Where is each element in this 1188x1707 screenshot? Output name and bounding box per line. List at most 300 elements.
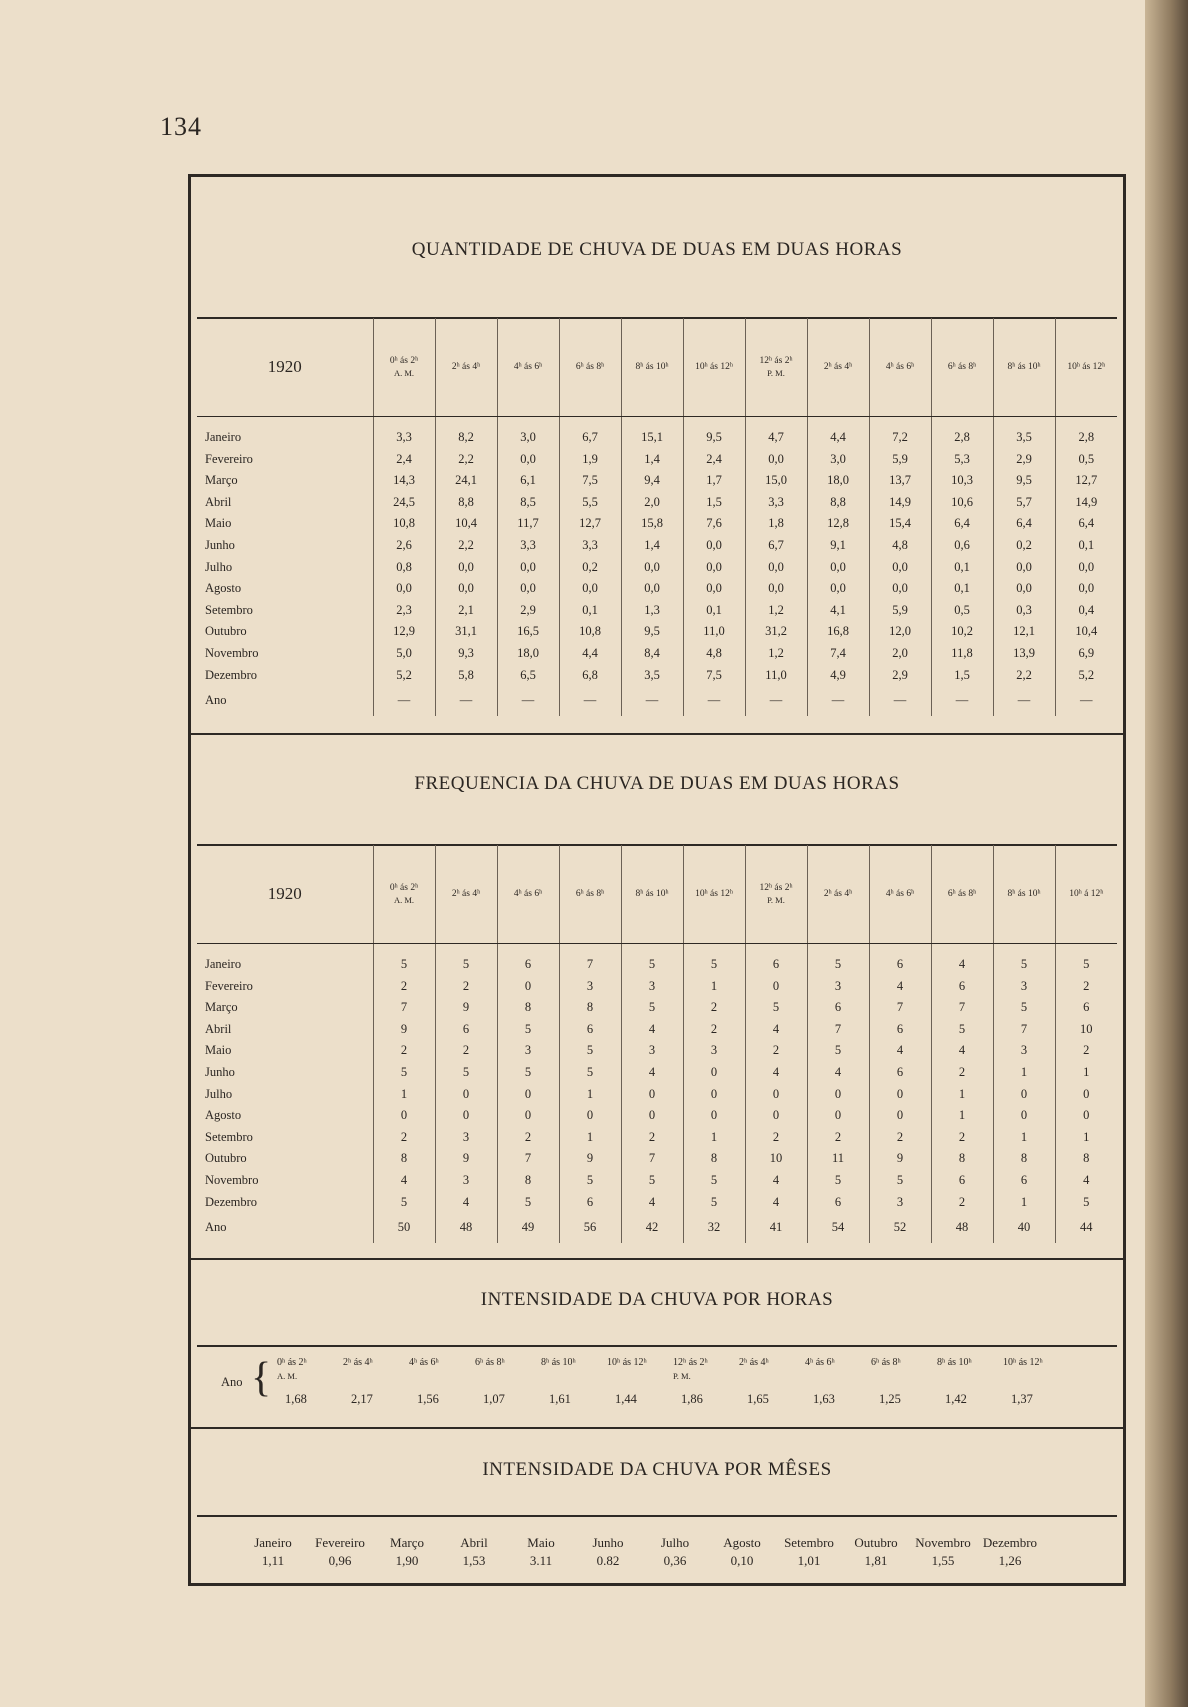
table-cell: 12,8	[807, 513, 869, 535]
hour-range-label: 0ʰ ás 2ʰ	[277, 1357, 307, 1368]
month-intensity-value: 0,96	[328, 1553, 352, 1568]
table-cell: 5	[373, 1062, 435, 1084]
table-cell: 1,5	[931, 665, 993, 687]
year-header: 1920	[197, 845, 373, 944]
column-header	[373, 845, 435, 944]
intensity-value: 1,86	[681, 1392, 703, 1406]
month-label: Dezembro	[205, 1194, 258, 1209]
table-cell: 41	[745, 1213, 807, 1243]
table-cell: 1	[559, 1127, 621, 1149]
month-intensity-value: 3.11	[529, 1553, 553, 1568]
table-cell: —	[621, 686, 683, 716]
month-name: Setembro	[784, 1535, 834, 1550]
month-label: Novembro	[205, 645, 259, 660]
table-cell: 18,0	[807, 470, 869, 492]
table-cell: 0	[497, 976, 559, 998]
table-cell: 4	[931, 944, 993, 976]
table-cell: 2	[931, 1062, 993, 1084]
table-cell: 6	[435, 1019, 497, 1041]
table-cell: 5,3	[931, 449, 993, 471]
table-cell: 4	[435, 1192, 497, 1214]
table-cell: 6	[869, 1019, 931, 1041]
table-cell: 2	[931, 1127, 993, 1149]
hour-range-label: 8ʰ ás 10ʰ	[937, 1357, 972, 1368]
table-row	[197, 449, 1117, 471]
table-cell: 5,5	[559, 492, 621, 514]
table-cell: 54	[807, 1213, 869, 1243]
table-cell: 2,9	[497, 600, 559, 622]
table-cell: 5,2	[1055, 665, 1117, 687]
column-header-label: 8ʰ ás 10ʰ	[635, 889, 669, 899]
table-cell: 6	[993, 1170, 1055, 1192]
table-cell: 5,9	[869, 600, 931, 622]
table-cell: 5	[621, 944, 683, 976]
table-cell: 5	[993, 997, 1055, 1019]
table-cell: 2	[373, 1040, 435, 1062]
table-cell: 0,0	[869, 578, 931, 600]
table-cell: 8	[497, 1170, 559, 1192]
table-cell: 1,2	[745, 643, 807, 665]
month-label: Ano	[205, 693, 227, 708]
table-cell: —	[807, 686, 869, 716]
table-cell: 0	[993, 1105, 1055, 1127]
table-cell: 42	[621, 1213, 683, 1243]
column-header-label: 10ʰ á 12ʰ	[1069, 889, 1104, 899]
table-cell: 5	[435, 1062, 497, 1084]
table-cell: 9	[373, 1019, 435, 1041]
table-cell: 0	[993, 1084, 1055, 1106]
table-cell: 15,0	[745, 470, 807, 492]
month-intensity-value: 1,81	[864, 1553, 888, 1568]
table-cell: 12,0	[869, 621, 931, 643]
table-cell: 8,4	[621, 643, 683, 665]
table-cell: 0,0	[621, 578, 683, 600]
column-header-period: P. M.	[767, 895, 785, 905]
table-cell: —	[869, 686, 931, 716]
column-header	[993, 318, 1055, 417]
table-cell: 3	[869, 1192, 931, 1214]
column-header-label: 12ʰ ás 2ʰ	[759, 883, 793, 893]
table-cell: 10	[745, 1148, 807, 1170]
table-row	[197, 621, 1117, 643]
table-cell: 5	[621, 1170, 683, 1192]
rule	[197, 1345, 1117, 1347]
month-label: Outubro	[205, 1151, 247, 1166]
month-name: Junho	[592, 1535, 624, 1550]
table-cell: 3	[683, 1040, 745, 1062]
table-cell: 2	[1055, 976, 1117, 998]
table-cell: 6	[497, 944, 559, 976]
quantidade-table	[197, 318, 1117, 716]
table-cell: 9	[869, 1148, 931, 1170]
table-cell: 6,9	[1055, 643, 1117, 665]
table-cell: 6	[1055, 997, 1117, 1019]
table-cell: 0	[869, 1084, 931, 1106]
table-cell: 16,8	[807, 621, 869, 643]
table-cell: —	[373, 686, 435, 716]
intensity-value: 1,65	[747, 1392, 769, 1406]
table-cell: 0	[745, 976, 807, 998]
intensity-value: 1,56	[417, 1392, 439, 1406]
month-name: Novembro	[915, 1535, 971, 1550]
table-cell: 1	[931, 1105, 993, 1127]
table-cell: 13,7	[869, 470, 931, 492]
column-header	[497, 845, 559, 944]
table-cell: 0,0	[993, 578, 1055, 600]
table-cell: 4	[1055, 1170, 1117, 1192]
column-header-label: 2ʰ ás 4ʰ	[823, 362, 853, 372]
table-cell: 9	[435, 997, 497, 1019]
intensity-value: 2,17	[351, 1392, 373, 1406]
hour-range-label: 6ʰ ás 8ʰ	[475, 1357, 505, 1368]
table-cell: 3,0	[807, 449, 869, 471]
column-header-label: 0ʰ ás 2ʰ	[389, 883, 419, 893]
table-row	[197, 944, 1117, 976]
table-cell: 5	[807, 944, 869, 976]
table-cell: 8	[497, 997, 559, 1019]
table-cell: 1,4	[621, 535, 683, 557]
table-cell: 0	[373, 1105, 435, 1127]
table-cell: 2	[931, 1192, 993, 1214]
table-cell: 5	[807, 1040, 869, 1062]
table-row	[197, 1062, 1117, 1084]
table-cell: 0	[497, 1084, 559, 1106]
table-cell: 2,9	[993, 449, 1055, 471]
table-cell: 0,0	[373, 578, 435, 600]
table-cell: 6,5	[497, 665, 559, 687]
month-label: Ano	[205, 1220, 227, 1235]
table-cell: 0,1	[1055, 535, 1117, 557]
table-cell: 0	[621, 1084, 683, 1106]
table-cell: —	[993, 686, 1055, 716]
table-cell: 0,0	[745, 578, 807, 600]
table-cell: 32	[683, 1213, 745, 1243]
column-header	[683, 845, 745, 944]
table-cell: 0	[807, 1105, 869, 1127]
table-cell: 2,9	[869, 665, 931, 687]
table-cell: —	[683, 686, 745, 716]
month-label: Maio	[205, 1043, 232, 1058]
table-cell: 24,1	[435, 470, 497, 492]
table-cell: 4	[745, 1192, 807, 1214]
table-cell: 8,5	[497, 492, 559, 514]
column-header	[807, 318, 869, 417]
table-cell: 6	[931, 1170, 993, 1192]
table-cell: 5	[1055, 944, 1117, 976]
hour-range-label: 6ʰ ás 8ʰ	[871, 1357, 901, 1368]
column-header	[559, 845, 621, 944]
table-cell: 6,4	[993, 513, 1055, 535]
table-cell: 0	[435, 1105, 497, 1127]
table-cell: 2,2	[435, 449, 497, 471]
table-cell: 0,0	[1055, 557, 1117, 579]
column-header-label: 8ʰ ás 10ʰ	[635, 362, 669, 372]
column-header	[373, 318, 435, 417]
table-cell: 3	[621, 1040, 683, 1062]
table-cell: 2	[373, 1127, 435, 1149]
table-cell: 1,5	[683, 492, 745, 514]
table-row	[197, 492, 1117, 514]
table-cell: 6,7	[745, 535, 807, 557]
table-cell: 8,8	[435, 492, 497, 514]
table-cell: 0	[1055, 1105, 1117, 1127]
column-header-label: 6ʰ ás 8ʰ	[575, 362, 605, 372]
column-header-label: 4ʰ ás 6ʰ	[513, 362, 543, 372]
table-cell: 5	[373, 944, 435, 976]
table-cell: 4	[745, 1019, 807, 1041]
frequencia-table	[197, 845, 1117, 1243]
table-cell: 5	[559, 1170, 621, 1192]
table-cell: 4	[807, 1062, 869, 1084]
column-header-period: A. M.	[393, 368, 415, 378]
month-intensity-value: 0,10	[730, 1553, 754, 1568]
table-cell: 0,1	[931, 578, 993, 600]
table-cell: 0,0	[497, 449, 559, 471]
rule	[191, 1427, 1123, 1429]
table-cell: 7	[373, 997, 435, 1019]
table-cell: 2	[869, 1127, 931, 1149]
table-cell: 2	[373, 976, 435, 998]
hour-period-label: P. M.	[673, 1371, 691, 1381]
table-cell: 2,3	[373, 600, 435, 622]
table-cell: 10,4	[435, 513, 497, 535]
table-cell: 5	[497, 1062, 559, 1084]
month-name: Abril	[460, 1535, 488, 1550]
table-cell: 6	[807, 997, 869, 1019]
table-cell: 5,2	[373, 665, 435, 687]
table-cell: 6	[869, 1062, 931, 1084]
table-row	[197, 665, 1117, 687]
table-cell: 3	[559, 976, 621, 998]
month-label: Setembro	[205, 602, 253, 617]
table-cell: 0	[683, 1062, 745, 1084]
table-cell: 5,9	[869, 449, 931, 471]
table-row	[197, 1084, 1117, 1106]
table-cell: 10	[1055, 1019, 1117, 1041]
table-row	[197, 535, 1117, 557]
table-row	[197, 1127, 1117, 1149]
table-cell: 48	[435, 1213, 497, 1243]
table-cell: 11	[807, 1148, 869, 1170]
table-cell: —	[931, 686, 993, 716]
table-cell: 7,5	[559, 470, 621, 492]
column-header	[931, 318, 993, 417]
table-cell: 0,0	[993, 557, 1055, 579]
month-label: Março	[205, 1000, 238, 1015]
column-header-period: A. M.	[393, 895, 415, 905]
table-cell: 6,7	[559, 417, 621, 449]
table-cell: 5,0	[373, 643, 435, 665]
column-header	[435, 318, 497, 417]
table-cell: 7	[497, 1148, 559, 1170]
table-cell: 1,7	[683, 470, 745, 492]
table-cell: 0,0	[745, 557, 807, 579]
table-cell: 3,3	[745, 492, 807, 514]
table-cell: 5	[373, 1192, 435, 1214]
table-cell: 0	[683, 1084, 745, 1106]
column-header	[621, 845, 683, 944]
table-cell: 7,2	[869, 417, 931, 449]
table-cell: 3,3	[559, 535, 621, 557]
table-cell: 0,0	[621, 557, 683, 579]
table-cell: 0	[435, 1084, 497, 1106]
table-cell: 7	[993, 1019, 1055, 1041]
table-cell: 0,6	[931, 535, 993, 557]
table-cell: 11,8	[931, 643, 993, 665]
table-cell: 0,3	[993, 600, 1055, 622]
month-label: Abril	[205, 1021, 232, 1036]
month-label: Julho	[205, 559, 233, 574]
table-cell: 18,0	[497, 643, 559, 665]
table-cell: 5	[621, 997, 683, 1019]
table-cell: 0,1	[683, 600, 745, 622]
table-cell: 9	[559, 1148, 621, 1170]
table-cell: 3	[807, 976, 869, 998]
column-header-label: 12ʰ ás 2ʰ	[759, 356, 793, 366]
table-cell: 4	[869, 976, 931, 998]
hour-range-label: 2ʰ ás 4ʰ	[343, 1357, 373, 1368]
month-label: Julho	[205, 1086, 233, 1101]
table-cell: 4,7	[745, 417, 807, 449]
table-cell: 4	[745, 1062, 807, 1084]
month-name: Outubro	[854, 1535, 898, 1550]
table-cell: 2,2	[993, 665, 1055, 687]
hour-period-label: A. M.	[277, 1371, 298, 1381]
table-cell: 1	[683, 1127, 745, 1149]
column-header-label: 10ʰ ás 12ʰ	[695, 362, 733, 372]
table-cell: 5	[435, 944, 497, 976]
table-cell: 0	[621, 1105, 683, 1127]
month-label: Dezembro	[205, 667, 258, 682]
table-cell: 5	[807, 1170, 869, 1192]
month-intensity-value: 1,11	[261, 1553, 285, 1568]
table-cell: 5	[993, 944, 1055, 976]
table-row	[197, 600, 1117, 622]
table-cell: 2	[807, 1127, 869, 1149]
column-header-period: P. M.	[767, 368, 785, 378]
book-binding	[1145, 0, 1188, 1707]
table-cell: 8	[931, 1148, 993, 1170]
table-cell: 6	[559, 1019, 621, 1041]
table-cell: 11,0	[683, 621, 745, 643]
column-header-label: 6ʰ ás 8ʰ	[947, 889, 977, 899]
intensity-value: 1,37	[1011, 1392, 1033, 1406]
table-cell: —	[559, 686, 621, 716]
hour-range-label: 10ʰ ás 12ʰ	[607, 1357, 647, 1368]
table-cell: 0,0	[745, 449, 807, 471]
table-cell: 4	[745, 1170, 807, 1192]
table-row	[197, 470, 1117, 492]
quantidade-title: QUANTIDADE DE CHUVA DE DUAS EM DUAS HORAS	[411, 239, 903, 260]
intensity-value: 1,44	[615, 1392, 637, 1406]
table-cell: 2	[435, 976, 497, 998]
hour-range-label: 2ʰ ás 4ʰ	[739, 1357, 769, 1368]
intensity-value: 1,07	[483, 1392, 505, 1406]
table-cell: 0,0	[435, 578, 497, 600]
table-cell: 0,0	[683, 557, 745, 579]
table-cell: 1	[993, 1062, 1055, 1084]
table-cell: 0,8	[373, 557, 435, 579]
table-cell: 6	[559, 1192, 621, 1214]
table-cell: 0,2	[993, 535, 1055, 557]
table-cell: 11,0	[745, 665, 807, 687]
table-cell: 0,1	[559, 600, 621, 622]
table-cell: 2,0	[621, 492, 683, 514]
column-header	[931, 845, 993, 944]
table-cell: 0,2	[559, 557, 621, 579]
intensity-value: 1,25	[879, 1392, 901, 1406]
column-header-label: 6ʰ ás 8ʰ	[947, 362, 977, 372]
table-cell: 2,0	[869, 643, 931, 665]
month-name: Maio	[527, 1535, 555, 1550]
table-row	[197, 643, 1117, 665]
table-cell: 5	[683, 1170, 745, 1192]
table-cell: 5	[559, 1040, 621, 1062]
table-cell: 7	[807, 1019, 869, 1041]
table-cell: 0,0	[683, 578, 745, 600]
table-cell: 8	[683, 1148, 745, 1170]
table-cell: 40	[993, 1213, 1055, 1243]
table-cell: 12,1	[993, 621, 1055, 643]
page-number: 134	[160, 112, 202, 141]
table-cell: 1,3	[621, 600, 683, 622]
table-cell: 1	[931, 1084, 993, 1106]
table-cell: 5,8	[435, 665, 497, 687]
table-cell: 31,2	[745, 621, 807, 643]
table-cell: 0	[559, 1105, 621, 1127]
table-row	[197, 1019, 1117, 1041]
table-cell: 4,1	[807, 600, 869, 622]
table-row	[197, 976, 1117, 998]
table-cell: 2,8	[931, 417, 993, 449]
table-row	[197, 1192, 1117, 1214]
column-header-label: 2ʰ ás 4ʰ	[451, 362, 481, 372]
table-cell: 2,4	[373, 449, 435, 471]
month-intensity-value: 0,36	[663, 1553, 687, 1568]
table-cell: 2,4	[683, 449, 745, 471]
month-label: Agosto	[205, 581, 242, 596]
month-label: Novembro	[205, 1172, 259, 1187]
column-header-label: 8ʰ ás 10ʰ	[1007, 889, 1041, 899]
table-cell: 10,3	[931, 470, 993, 492]
table-row	[197, 1148, 1117, 1170]
table-cell: 2	[683, 997, 745, 1019]
table-cell: —	[497, 686, 559, 716]
table-cell: 1	[373, 1084, 435, 1106]
table-cell: 8	[993, 1148, 1055, 1170]
month-label: Janeiro	[205, 957, 242, 971]
month-label: Março	[205, 473, 238, 488]
table-cell: 6	[807, 1192, 869, 1214]
table-cell: 24,5	[373, 492, 435, 514]
table-row	[197, 1105, 1117, 1127]
table-cell: 3,5	[993, 417, 1055, 449]
table-cell: 9,5	[683, 417, 745, 449]
month-label: Fevereiro	[205, 451, 253, 466]
table-cell: 1	[993, 1192, 1055, 1214]
table-cell: 1	[993, 1127, 1055, 1149]
intensidade-meses-title: INTENSIDADE DA CHUVA POR MÊSES	[482, 1459, 832, 1480]
table-cell: 9,5	[993, 470, 1055, 492]
table-cell: 10,6	[931, 492, 993, 514]
table-cell: 2	[683, 1019, 745, 1041]
column-header-label: 2ʰ ás 4ʰ	[451, 889, 481, 899]
column-header	[621, 318, 683, 417]
table-cell: 0	[1055, 1084, 1117, 1106]
table-cell: 16,5	[497, 621, 559, 643]
rule	[191, 733, 1123, 735]
table-cell: 15,8	[621, 513, 683, 535]
